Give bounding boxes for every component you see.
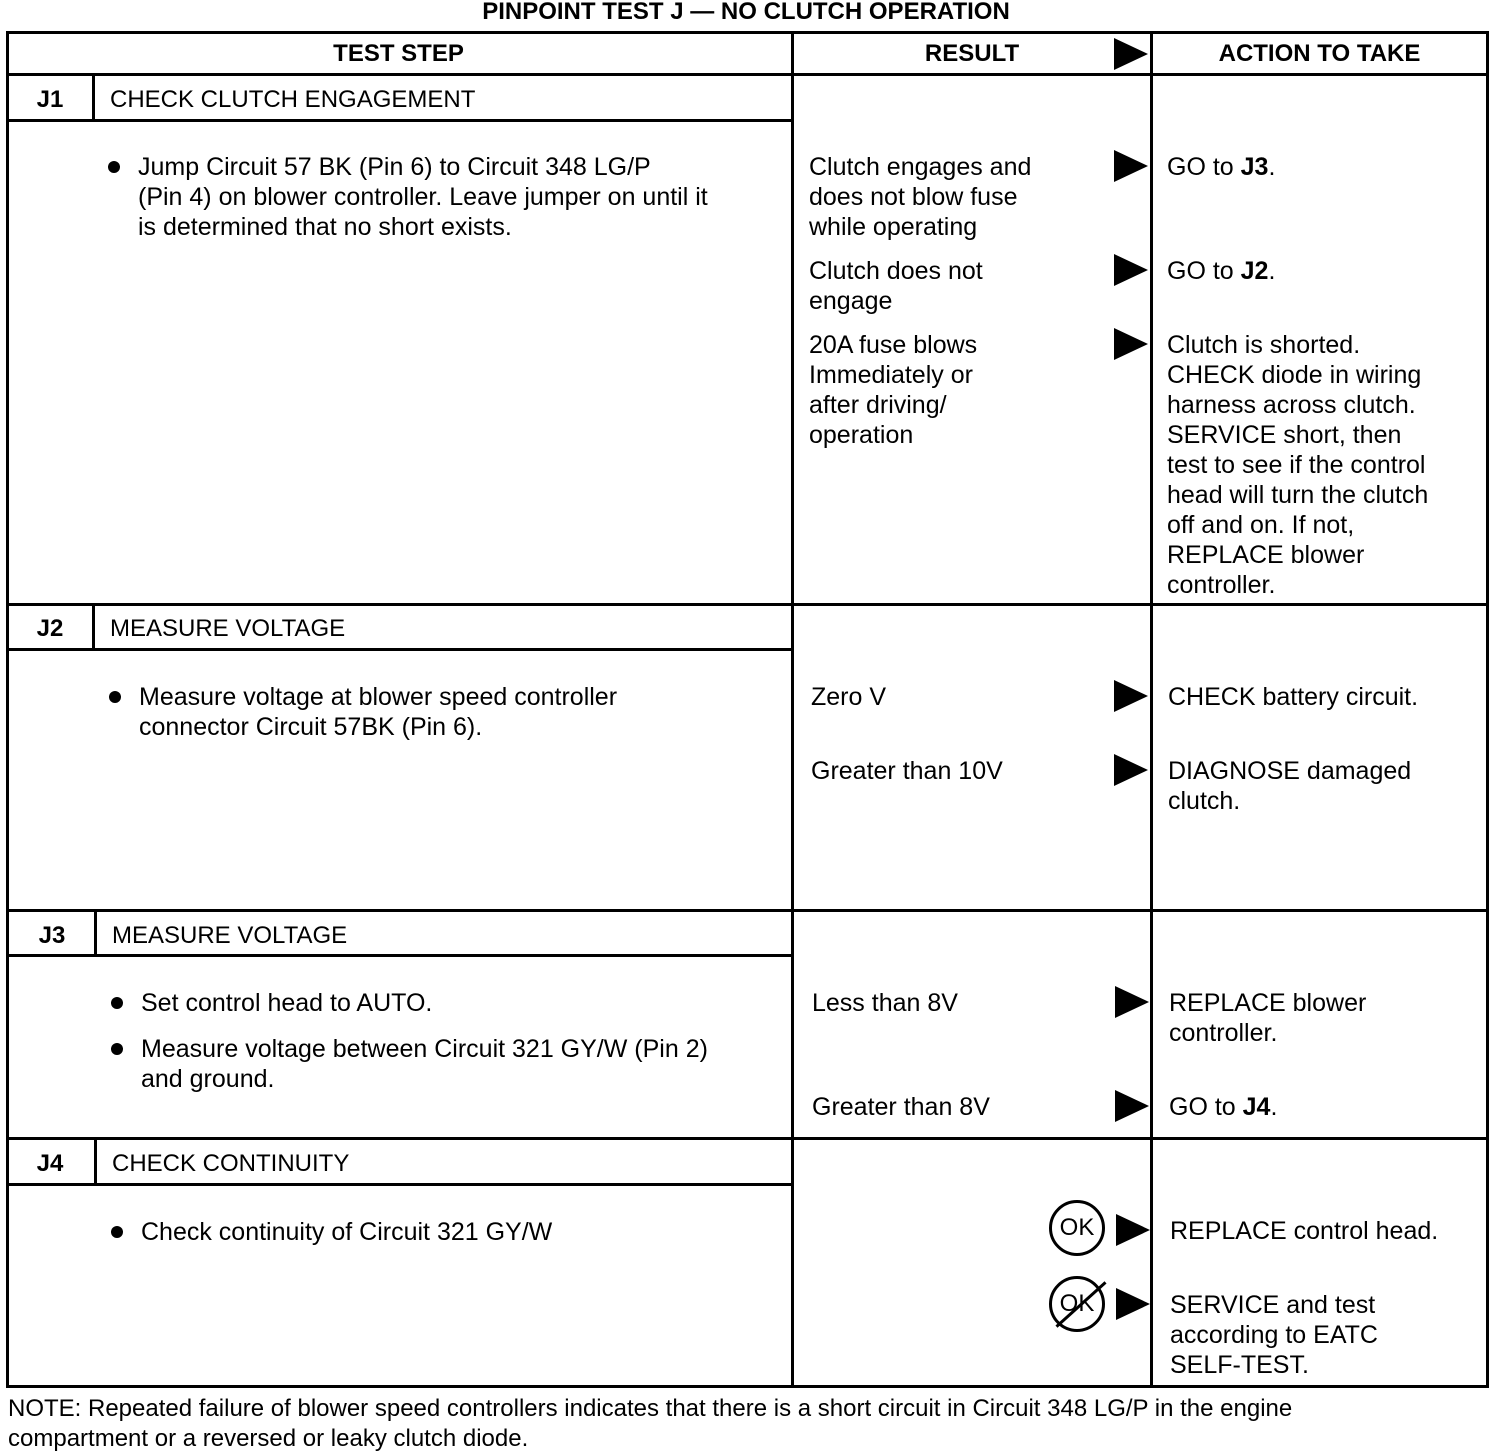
step-title: MEASURE VOLTAGE <box>110 615 346 642</box>
step-id: J2 <box>36 615 64 642</box>
step-title: CHECK CONTINUITY <box>112 1150 350 1177</box>
bullet-icon <box>111 997 123 1009</box>
step-title: MEASURE VOLTAGE <box>112 922 348 949</box>
ok-icon: OK <box>1049 1200 1105 1256</box>
header-test-step: TEST STEP <box>333 40 464 67</box>
arrow-icon <box>1114 150 1148 182</box>
step-id: J3 <box>38 922 66 949</box>
step-id: J4 <box>36 1150 64 1177</box>
footnote: NOTE: Repeated failure of blower speed controllers indicates that there is a short circuit in Circuit 348 LG/P in the engine compartment or a reversed or leaky clutch diode. <box>8 1395 1293 1452</box>
page-title: PINPOINT TEST J — NO CLUTCH OPERATION <box>482 0 1010 25</box>
arrow-icon <box>1114 38 1148 70</box>
arrow-icon <box>1115 986 1149 1018</box>
arrow-icon <box>1116 1288 1150 1320</box>
arrow-icon <box>1116 1214 1150 1246</box>
not-ok-icon: OK <box>1049 1276 1105 1332</box>
header-result: RESULT <box>924 40 1020 67</box>
step-id: J1 <box>36 86 64 113</box>
bullet-icon <box>108 161 120 173</box>
arrow-icon <box>1114 754 1148 786</box>
bullet-icon <box>109 691 121 703</box>
step-title: CHECK CLUTCH ENGAGEMENT <box>110 86 476 113</box>
arrow-icon <box>1115 1090 1149 1122</box>
arrow-icon <box>1114 680 1148 712</box>
bullet-icon <box>111 1226 123 1238</box>
arrow-icon <box>1114 254 1148 286</box>
header-action: ACTION TO TAKE <box>1218 40 1421 67</box>
arrow-icon <box>1114 328 1148 360</box>
bullet-icon <box>111 1043 123 1055</box>
